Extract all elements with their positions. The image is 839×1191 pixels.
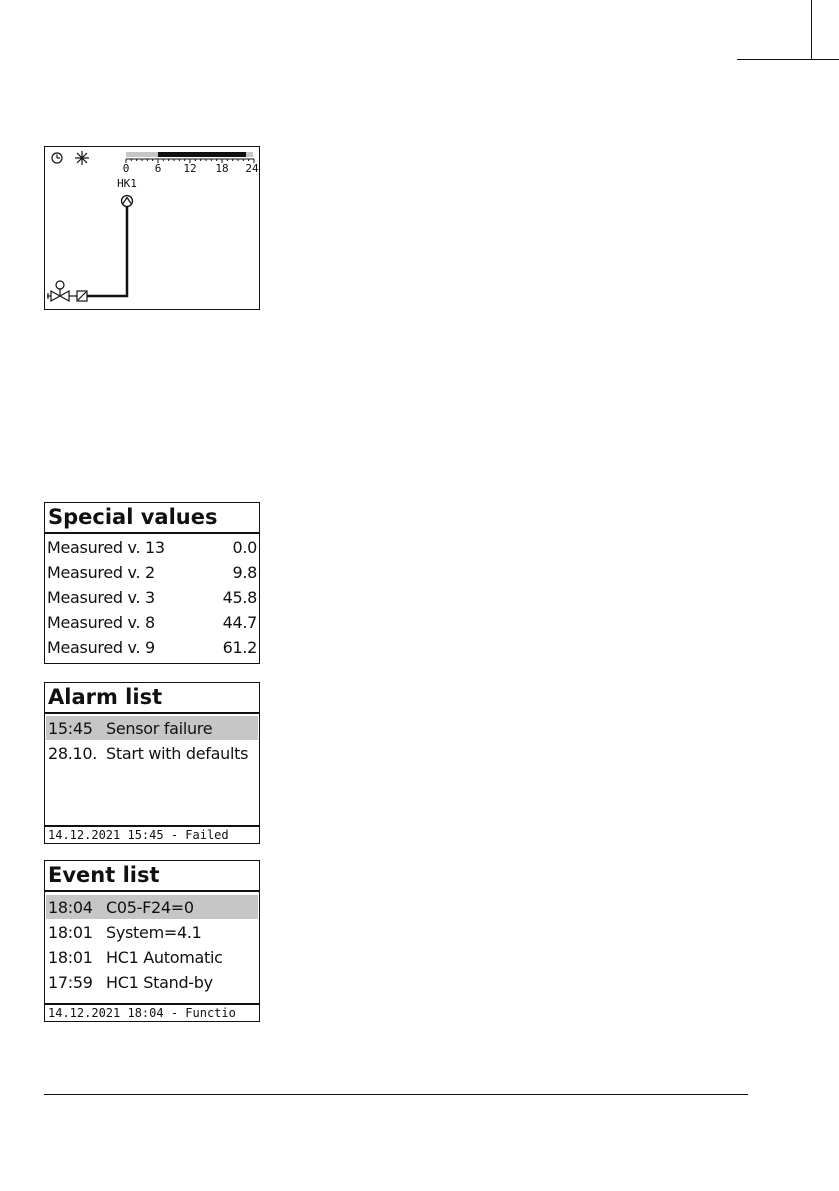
alarm-list-item[interactable] — [46, 741, 258, 765]
alarm-list-item[interactable] — [46, 716, 258, 740]
event-list-item[interactable] — [46, 970, 258, 994]
measured-value-row — [47, 560, 257, 585]
event-text: System=4.1 — [106, 922, 202, 942]
measured-value: 44.7 — [222, 613, 257, 632]
heating-circuit-screen — [44, 146, 260, 310]
measured-value-row — [47, 610, 257, 635]
event-time: 18:01 — [48, 947, 93, 967]
event-list-item[interactable] — [46, 895, 258, 919]
pipe-line — [87, 207, 127, 296]
timeline-tick-label: 12 — [183, 162, 197, 175]
timeline-tick-label: 24 — [245, 162, 259, 175]
crop-mark-horizontal — [737, 59, 839, 60]
special-values-screen — [44, 502, 260, 664]
measured-value-row — [47, 535, 257, 560]
schedule-active-bar — [158, 152, 246, 157]
title-divider — [45, 532, 259, 534]
screen-title: Event list — [48, 863, 160, 887]
alarm-text: Start with defaults — [106, 743, 249, 763]
alarm-text: Sensor failure — [106, 718, 213, 738]
alarm-time: 15:45 — [48, 718, 93, 738]
timeline-tick-label: 6 — [154, 162, 162, 175]
measured-value: 0.0 — [232, 538, 257, 557]
motor-icon — [77, 291, 87, 301]
event-text: HC1 Automatic — [106, 947, 223, 967]
status-bar: 14.12.2021 15:45 - Failed — [48, 828, 229, 842]
event-time: 17:59 — [48, 972, 93, 992]
timeline-tick-label: 0 — [122, 162, 130, 175]
heating-circuit-diagram — [45, 147, 260, 310]
schedule-timeline — [123, 152, 259, 175]
measured-value-row — [47, 585, 257, 610]
event-text: HC1 Stand-by — [106, 972, 213, 992]
measured-value-label: Measured v. 13 — [47, 538, 165, 557]
sun-icon — [75, 151, 89, 165]
measured-value-label: Measured v. 2 — [47, 563, 155, 582]
clock-icon — [52, 153, 62, 163]
measured-value-label: Measured v. 8 — [47, 613, 155, 632]
timeline-tick-label: 18 — [215, 162, 229, 175]
title-divider — [45, 890, 259, 892]
event-text: C05-F24=0 — [106, 897, 194, 917]
event-list-item[interactable] — [46, 945, 258, 969]
crop-mark-vertical — [811, 0, 812, 60]
event-time: 18:01 — [48, 922, 93, 942]
event-time: 18:04 — [48, 897, 93, 917]
circuit-label: HK1 — [117, 177, 137, 190]
measured-value: 61.2 — [222, 638, 257, 657]
measured-value: 45.8 — [222, 588, 257, 607]
valve-icon — [47, 281, 77, 301]
title-divider — [45, 712, 259, 714]
screen-title: Special values — [48, 505, 218, 529]
screen-title: Alarm list — [48, 685, 163, 709]
measured-value-label: Measured v. 3 — [47, 588, 155, 607]
event-list-screen — [44, 860, 260, 1022]
footer-divider — [44, 1094, 748, 1095]
measured-value-row — [47, 635, 257, 660]
event-list-item[interactable] — [46, 920, 258, 944]
measured-value: 9.8 — [232, 563, 257, 582]
pump-icon — [122, 196, 133, 207]
measured-value-label: Measured v. 9 — [47, 638, 155, 657]
alarm-time: 28.10. — [48, 743, 98, 763]
alarm-list-screen — [44, 682, 260, 844]
status-bar: 14.12.2021 18:04 - Functio — [48, 1006, 236, 1020]
